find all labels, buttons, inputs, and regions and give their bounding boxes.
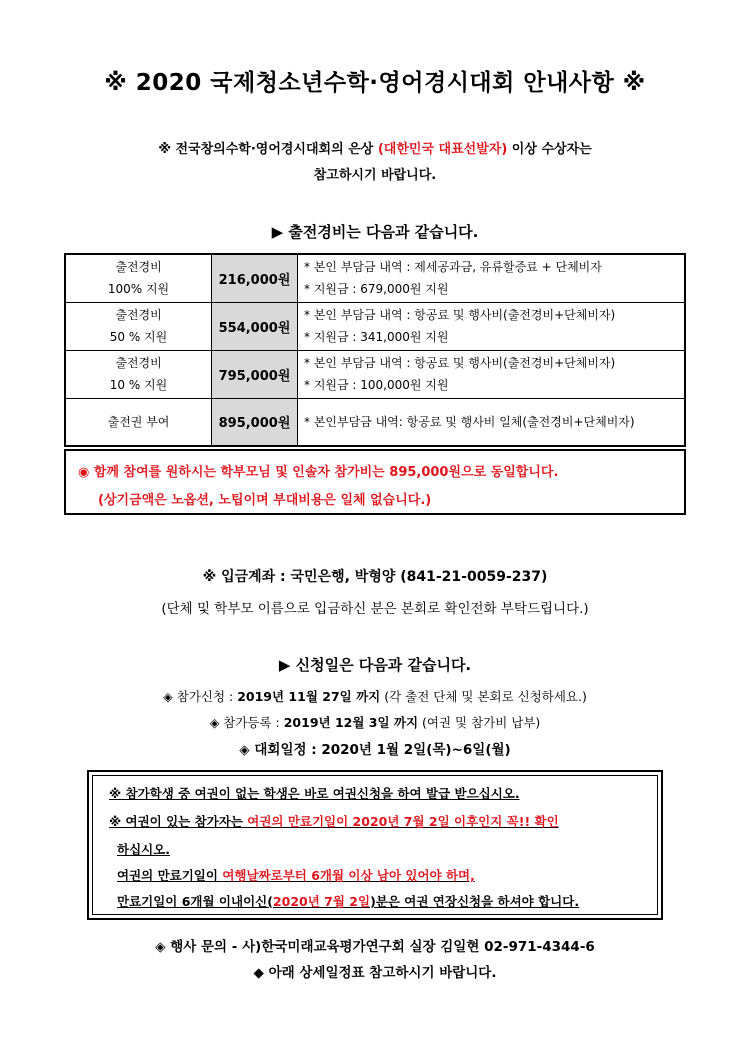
warning-line2: (상기금액은 노옵션, 노팁이며 부대비용은 일체 없습니다.) <box>98 493 432 508</box>
page-title: ※ 2020 국제청소년수학·영어경시대회 안내사항 ※ <box>104 70 646 96</box>
passport-line5: 만료기일이 6개월 이내이신(2020년 7월 2일)분은 여권 연장신청을 하셔야 합니다. <box>117 894 580 909</box>
passport-line3: 하십시오. <box>117 842 171 857</box>
schedule-heading: ▶ 신청일은 다음과 같습니다. <box>278 656 472 674</box>
cost-table <box>64 253 686 447</box>
row-label: 출전경비 10 % 지원 <box>65 350 212 398</box>
schedule-apply: ◈ 참가신청 : 2019년 11월 27일 까지 (각 출전 단체 및 본회로 신청하세요.) <box>163 689 587 704</box>
contact-info: ◈ 행사 문의 - 사)한국미래교육평가연구회 실장 김일현 02-971-4344-6 <box>155 939 595 955</box>
row-desc: * 본인 부담금 내역 : 항공료 및 행사비(출전경비+단체비자) * 지원금 : 100,000원 지원 <box>298 350 686 398</box>
row-desc: * 본인 부담금 내역 : 항공료 및 행사비(출전경비+단체비자) * 지원금 : 341,000원 지원 <box>298 302 686 350</box>
notice-suffix: 이상 수상자는 <box>507 142 592 157</box>
row-desc: * 본인부담금 내역: 항공료 및 행사비 일체(출전경비+단체비자) <box>298 398 686 446</box>
row-label: 출전경비 50 % 지원 <box>65 302 212 350</box>
table-row <box>65 398 685 446</box>
table-row <box>65 302 685 350</box>
row-amount: 554,000원 <box>212 302 298 350</box>
bank-account: ※ 입금계좌 : 국민은행, 박형양 (841-21-0059-237) <box>202 569 548 585</box>
row-amount: 216,000원 <box>212 254 298 302</box>
row-amount: 895,000원 <box>212 398 298 446</box>
reference-note: ◆ 아래 상세일정표 참고하시기 바랍니다. <box>253 965 497 981</box>
passport-line4: 여권의 만료기일이 여행날짜로부터 6개월 이상 남아 있어야 하며, <box>117 868 475 883</box>
schedule-event: ◈ 대회일정 : 2020년 1월 2일(목)~6일(월) <box>239 742 511 758</box>
notice-line2: 참고하시기 바랍니다. <box>313 168 437 183</box>
row-amount: 795,000원 <box>212 350 298 398</box>
warning-line1: ◉ 함께 참여를 원하시는 학부모님 및 인솔자 참가비는 895,000원으로 동일합니다. <box>78 465 559 480</box>
schedule-register: ◈ 참가등록 : 2019년 12월 3일 까지 (여권 및 참가비 납부) <box>209 715 541 730</box>
passport-line2: ※ 여권이 있는 참가자는 여권의 만료기일이 2020년 7월 2일 이후인지 꼭!! 확인 <box>109 814 559 829</box>
table-row <box>65 350 685 398</box>
cost-heading: ▶ 출전경비는 다음과 같습니다. <box>271 223 479 241</box>
notice-highlight: (대한민국 대표선발자) <box>377 142 508 157</box>
passport-notice <box>87 770 663 920</box>
row-label: 출전경비 100% 지원 <box>65 254 212 302</box>
passport-line1: ※ 참가학생 중 여권이 없는 학생은 바로 여권신청을 하여 발급 받으십시오. <box>109 786 520 801</box>
table-row <box>65 254 685 302</box>
parent-fee-notice <box>64 449 686 515</box>
row-desc: * 본인 부담금 내역 : 제세공과금, 유류할증료 + 단체비자 * 지원금 : 679,000원 지원 <box>298 254 686 302</box>
bank-note: (단체 및 학부모 이름으로 입금하신 분은 본회로 확인전화 부탁드립니다.) <box>161 601 589 617</box>
award-notice <box>0 137 750 189</box>
notice-prefix: ※ 전국창의수학·영어경시대회의 은상 <box>158 142 378 157</box>
row-label: 출전권 부여 <box>65 398 212 446</box>
